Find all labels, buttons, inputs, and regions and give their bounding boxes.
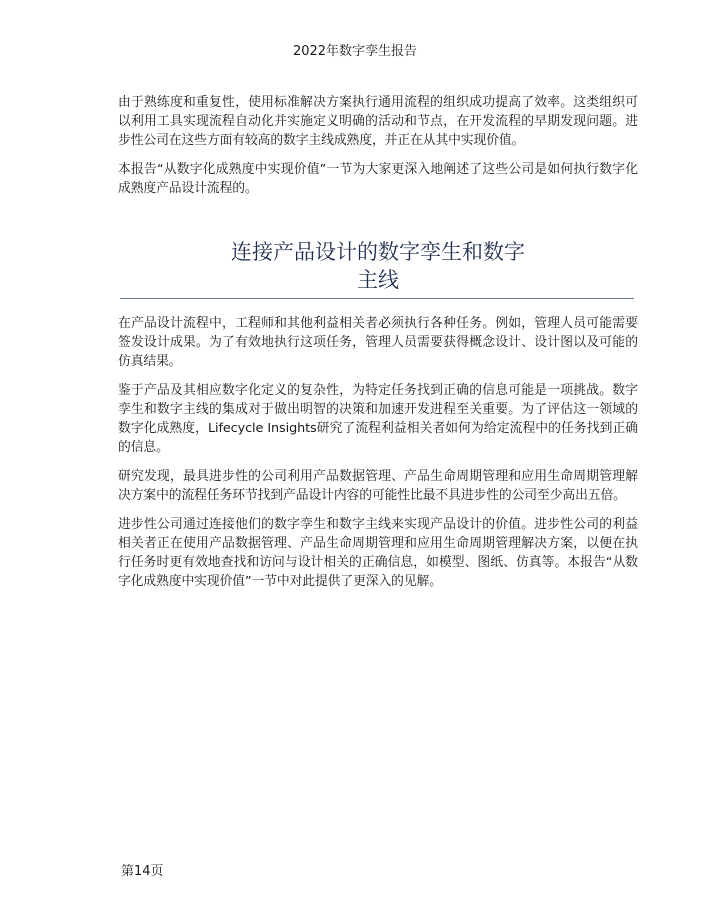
section-paragraph-1: 在产品设计流程中，工程师和其他利益相关者必须执行各种任务。例如，管理人员可能需要签发设计成果。为了有效地执行这项任务，管理人员需要获得概念设计、设计图以及可能的仿真结果。: [118, 316, 638, 369]
intro-paragraph-2: 本报告“从数字化成熟度中实现价值”一节为大家更深入地阐述了这些公司是如何执行数字化成熟度产品设计流程的。: [118, 162, 638, 196]
intro-paragraph-1: 由于熟练度和重复性，使用标准解决方案执行通用流程的组织成功提高了效率。这类组织可以利用工具实现流程自动化并实施定义明确的活动和节点，在开发流程的早期发现问题。进步性公司在这些方面有较高的数字主线成熟度，并正在从其中实现价值。: [118, 95, 638, 148]
page-number: 第14页: [121, 864, 164, 879]
intro-section: [118, 93, 638, 198]
section-paragraph-4: 进步性公司通过连接他们的数字孪生和数字主线来实现产品设计的价值。进步性公司的利益相关者正在使用产品数据管理、产品生命周期管理和应用生命周期管理解决方案，以便在执行任务时更有效地查找和访问与设计相关的正确信息，如模型、图纸、仿真等。本报告“从数字化成熟度中实现价值”一节中对此提供了更深入的见解。: [118, 517, 638, 589]
section-body: [118, 314, 638, 591]
section-divider: [120, 298, 634, 299]
section-title-line-2: 主线: [357, 268, 399, 292]
section-paragraph-3: 研究发现，最具进步性的公司利用产品数据管理、产品生命周期管理和应用生命周期管理解决方案中的流程任务环节找到产品设计内容的可能性比最不具进步性的公司至少高出五倍。: [118, 469, 638, 503]
page-header: 2022年数字孪生报告: [292, 44, 418, 59]
section-paragraph-2: 鉴于产品及其相应数字化定义的复杂性，为特定任务找到正确的信息可能是一项挑战。数字孪生和数字主线的集成对于做出明智的决策和加速开发进程至关重要。为了评估这一领域的数字化成熟度，Lifecycle Insights研究了流程利益相关者如何为给定流程中的任务找到正确的信息。: [118, 383, 638, 455]
section-title-line-1: 连接产品设计的数字孪生和数字: [231, 240, 525, 264]
section-title: [118, 238, 638, 294]
